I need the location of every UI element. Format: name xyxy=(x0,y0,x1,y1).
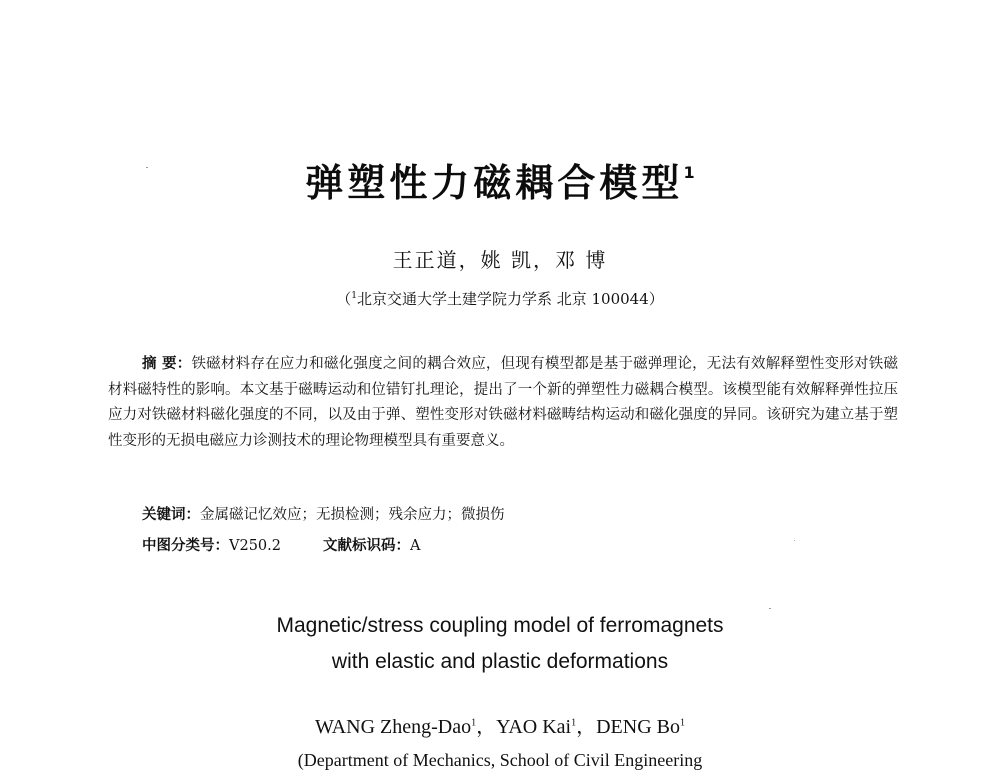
author-en-3-mark: 1 xyxy=(679,717,685,729)
clc-value: V250.2 xyxy=(229,538,281,554)
abstract-label: 摘 要： xyxy=(142,356,192,372)
author-en-1: WANG Zheng-Dao xyxy=(315,716,472,738)
affiliation-text: 北京交通大学土建学院力学系 北京 100044 xyxy=(356,290,649,308)
author-separator: ， xyxy=(476,716,497,738)
title-en-line-2: with elastic and plastic deformations xyxy=(331,650,669,673)
author-en-1-mark: 1 xyxy=(471,717,477,729)
author-separator: ， xyxy=(576,716,597,738)
author-en-2: YAO Kai xyxy=(496,716,572,738)
affiliation-en: (Department of Mechanics, School of Civil Engineering xyxy=(297,750,703,770)
title-text: 弹塑性力磁耦合模型 xyxy=(305,161,684,205)
author-en-3: DENG Bo xyxy=(596,716,680,738)
authors-cn: 王正道，姚 凯，邓 博 xyxy=(392,248,608,272)
clc-label: 中图分类号： xyxy=(142,538,229,554)
authors-en xyxy=(0,710,1000,739)
classification-line xyxy=(142,534,420,555)
paper-title-cn xyxy=(0,152,1000,207)
doc-code-label: 文献标识码： xyxy=(322,538,410,554)
abstract-paragraph xyxy=(108,352,898,454)
affiliation-mark: 1 xyxy=(351,291,357,301)
author-en-2-mark: 1 xyxy=(571,717,577,729)
keywords-text: 金属磁记忆效应；无损检测；残余应力；微损伤 xyxy=(200,507,505,523)
affiliation-open-paren: （ xyxy=(336,290,352,308)
affiliation-cn xyxy=(0,288,1000,309)
title-en-line-1: Magnetic/stress coupling model of ferromagnets xyxy=(276,614,724,637)
keywords-label: 关键词： xyxy=(142,507,200,523)
affiliation-close-paren: ） xyxy=(648,290,664,308)
abstract-text: 铁磁材料存在应力和磁化强度之间的耦合效应，但现有模型都是基于磁弹理论，无法有效解释塑性变形对铁磁材料磁特性的影响。本文基于磁畴运动和位错钉扎理论，提出了一个新的弹塑性力磁耦合模型。该模型能有效解释弹性拉压应力对铁磁材料磁化强度的不同，以及由于弹、塑性变形对铁磁材料磁畴结构运动和磁化强度的异同。该研究为建立基于塑性变形的无损电磁应力诊测技术的理论物理模型具有重要意义。 xyxy=(108,356,898,449)
paper-title-en xyxy=(0,608,1000,680)
doc-code-value: A xyxy=(409,538,421,554)
title-footnote-mark: 1 xyxy=(683,163,695,183)
keywords-line xyxy=(142,503,505,524)
